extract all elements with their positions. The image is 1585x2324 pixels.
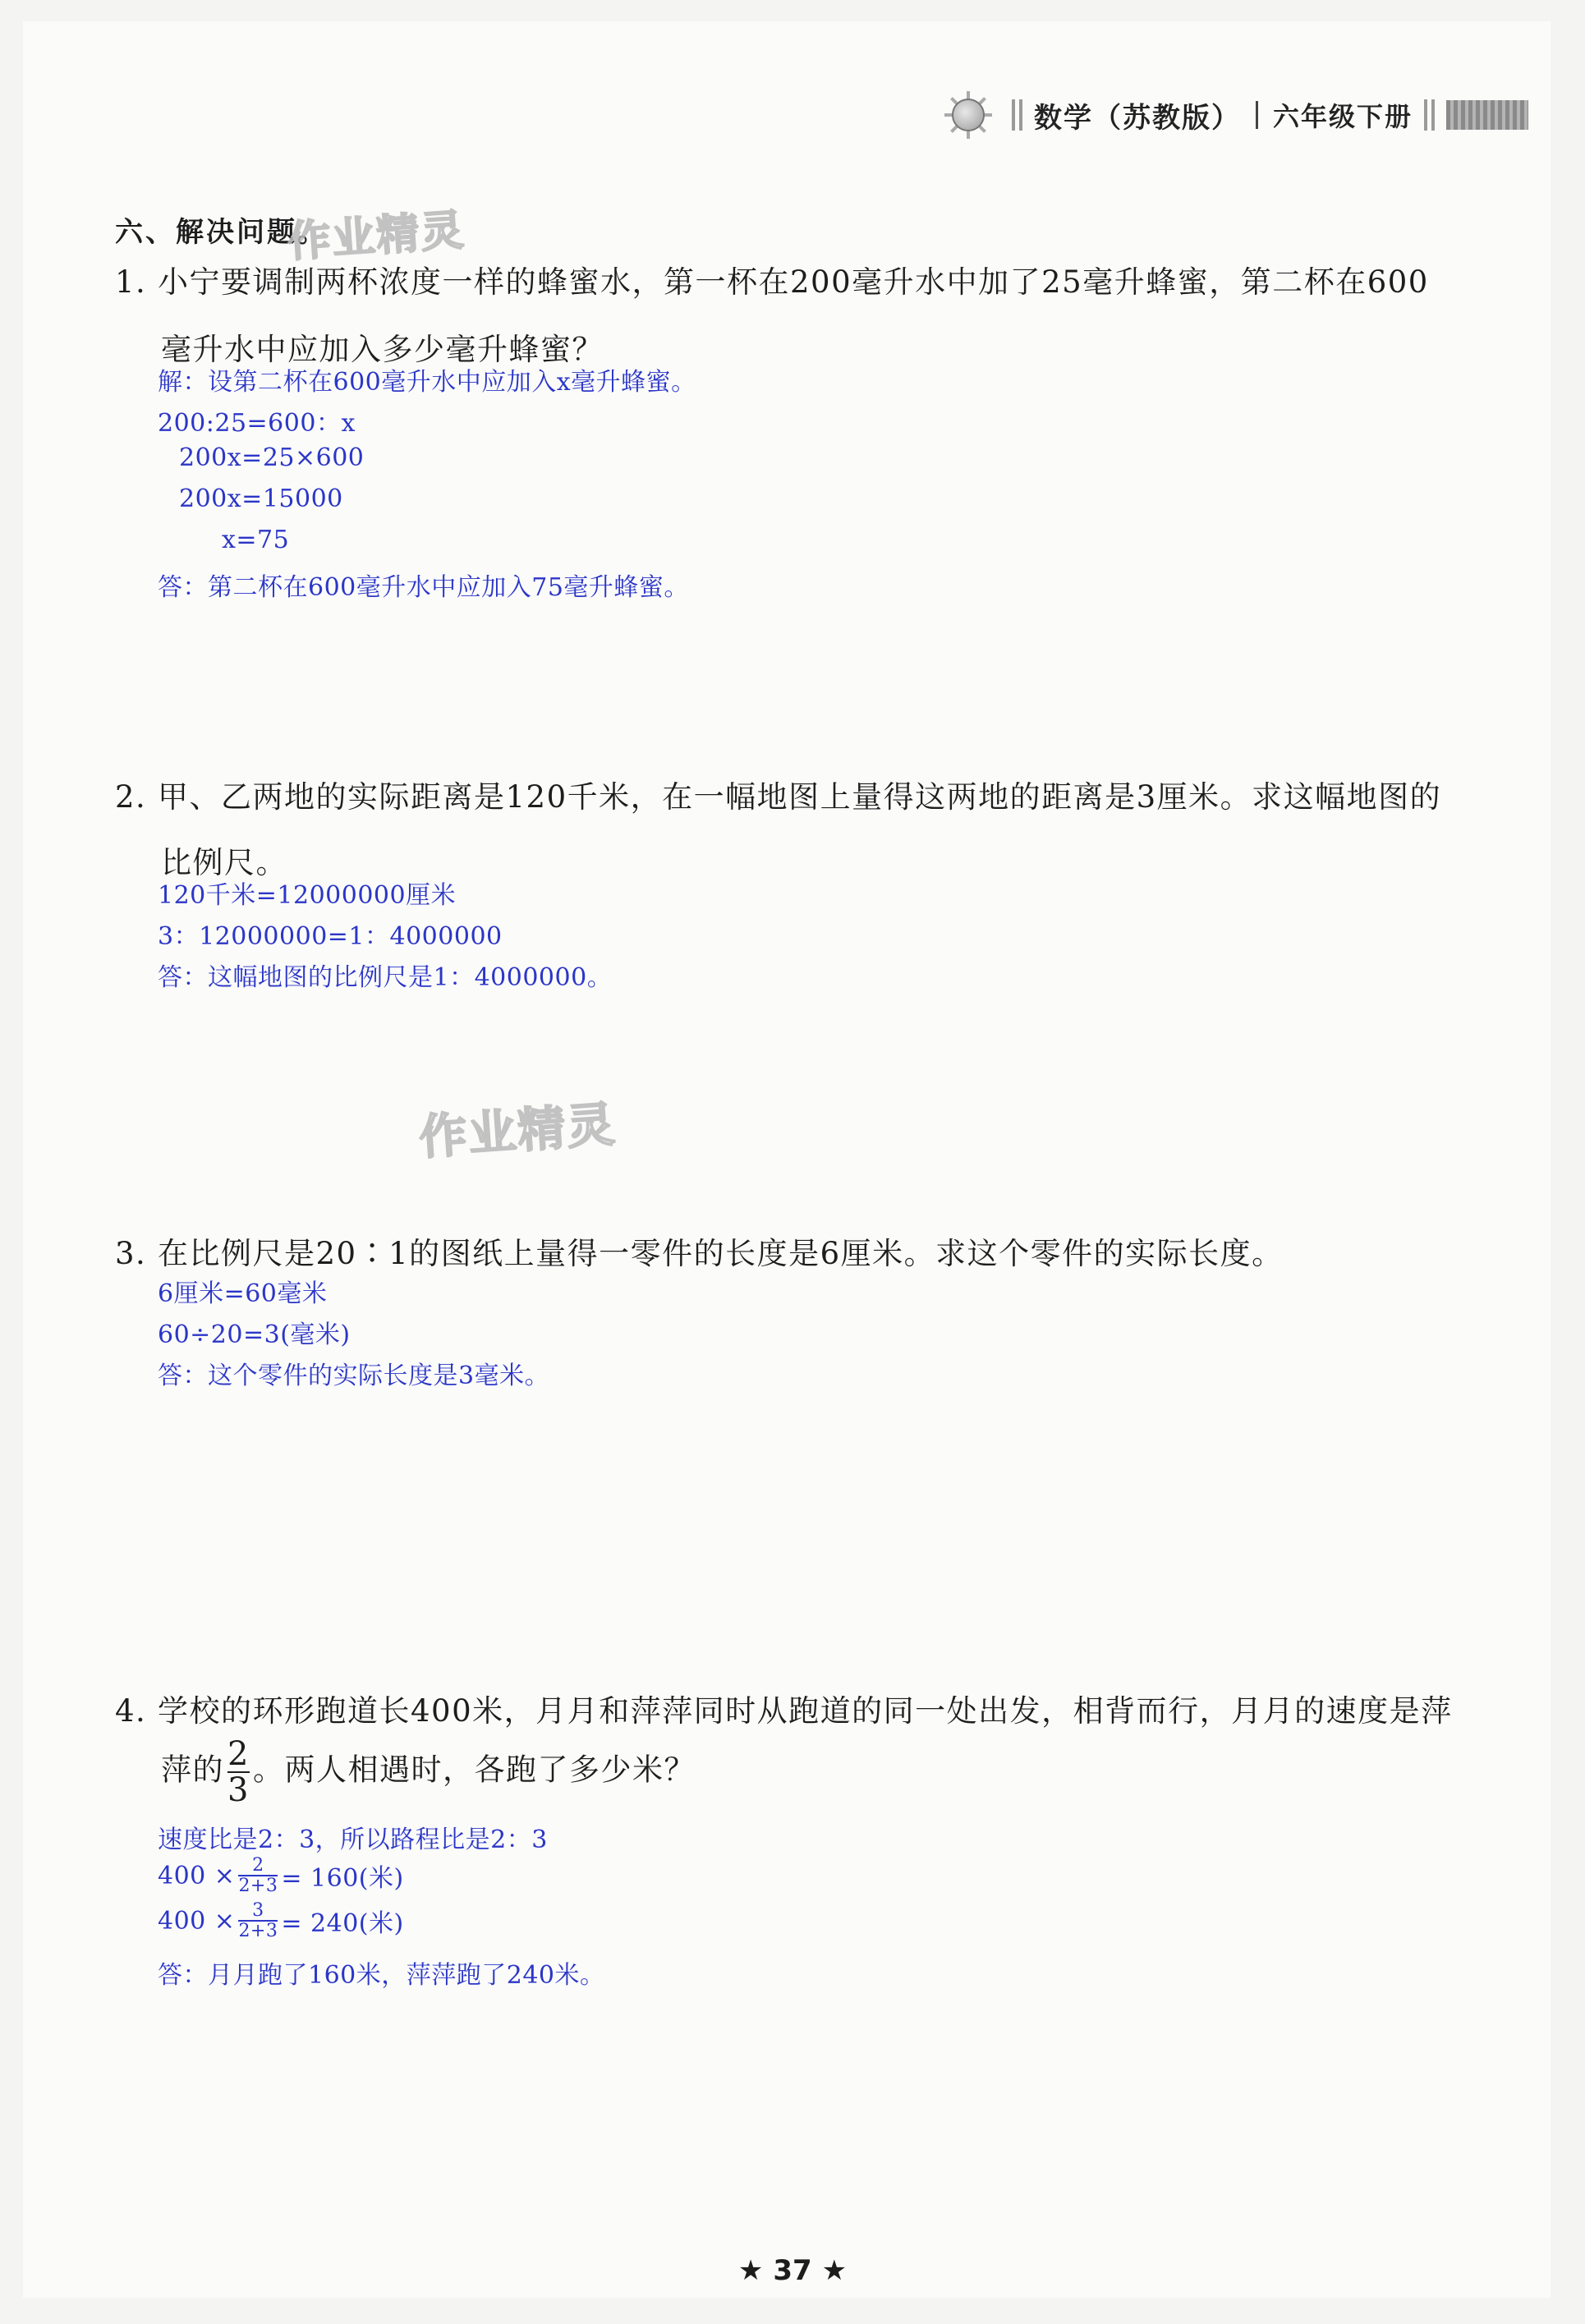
fraction-numerator: 3 xyxy=(252,1900,264,1921)
question-4-continued xyxy=(161,1737,696,1807)
question-text: 学校的环形跑道长400米，月月和萍萍同时从跑道的同一处出发，相背而行，月月的速度是萍 xyxy=(158,1693,1453,1729)
answer-line: 解：设第二杯在600毫升水中应加入x毫升蜂蜜。 xyxy=(158,368,696,397)
answer-line: 200x=15000 xyxy=(179,485,343,513)
answer-line: 速度比是2：3，所以路程比是2：3 xyxy=(158,1826,548,1854)
answer-line: 3：12000000=1：4000000 xyxy=(158,922,503,951)
question-2-continued: 比例尺。 xyxy=(161,845,287,880)
question-text: 。两人相遇时，各跑了多少米？ xyxy=(252,1752,696,1788)
question-text: 小宁要调制两杯浓度一样的蜂蜜水，第一杯在200毫升水中加了25毫升蜂蜜，第二杯在600 xyxy=(158,264,1429,300)
answer-line: 答：第二杯在600毫升水中应加入75毫升蜂蜜。 xyxy=(158,573,689,602)
page-number xyxy=(0,2254,1585,2287)
section-title: 六、解决问题。 xyxy=(115,216,328,249)
answer-line: 答：这幅地图的比例尺是1：4000000。 xyxy=(158,963,613,992)
answer-line: 200:25=600：x xyxy=(158,409,356,438)
question-number: 2. xyxy=(115,779,147,815)
question-text: 萍的 xyxy=(161,1752,224,1788)
question-1-continued: 毫升水中应加入多少毫升蜂蜜？ xyxy=(161,332,604,367)
question-3 xyxy=(115,1238,1284,1269)
answer-line: 答：月月跑了160米，萍萍跑了240米。 xyxy=(158,1961,605,1990)
question-text: 在比例尺是20∶1的图纸上量得一零件的长度是6厘米。求这个零件的实际长度。 xyxy=(158,1236,1284,1271)
fraction-denominator: 2+3 xyxy=(238,1876,278,1897)
answer-line: 60÷20=3(毫米) xyxy=(158,1320,351,1349)
header-divider-bars-right xyxy=(1424,99,1435,131)
question-number: 1. xyxy=(115,264,147,300)
question-1 xyxy=(115,264,1429,300)
page-number-value: 37 xyxy=(773,2254,812,2287)
star-icon: ★ xyxy=(821,2254,848,2287)
answer-line: 6厘米=60毫米 xyxy=(158,1279,328,1308)
sun-logo-icon xyxy=(944,91,992,139)
header-subject: 数学（苏教版） xyxy=(1034,101,1241,135)
question-2 xyxy=(115,779,1442,815)
answer-line: 200x=25×600 xyxy=(179,443,365,472)
equation-text: 400 × xyxy=(158,1861,236,1890)
question-number: 3. xyxy=(115,1236,147,1271)
fraction xyxy=(227,1737,250,1807)
page-header xyxy=(944,90,1528,140)
question-number: 4. xyxy=(115,1693,147,1729)
equation-text: = 240(米) xyxy=(281,1909,404,1939)
fraction xyxy=(238,1856,278,1895)
fraction-numerator: 2 xyxy=(252,1855,264,1876)
equation-text: 400 × xyxy=(158,1906,236,1936)
question-text: 甲、乙两地的实际距离是120千米，在一幅地图上量得这两地的距离是3厘米。求这幅地图的 xyxy=(158,779,1442,815)
answer-equation xyxy=(158,1901,404,1940)
answer-line: x=75 xyxy=(222,526,290,554)
fraction xyxy=(238,1901,278,1940)
header-divider-bars xyxy=(1012,99,1022,131)
watermark: 作业精灵 xyxy=(417,1095,618,1166)
watermark: 作业精灵 xyxy=(286,205,467,268)
equation-text: = 160(米) xyxy=(281,1864,404,1894)
fraction-denominator: 3 xyxy=(227,1771,250,1809)
fraction-denominator: 2+3 xyxy=(238,1921,278,1942)
question-4 xyxy=(115,1693,1453,1729)
header-separator xyxy=(1256,101,1258,129)
answer-equation xyxy=(158,1856,404,1895)
header-grade: 六年级下册 xyxy=(1273,101,1413,132)
fraction-numerator: 2 xyxy=(227,1735,250,1773)
header-tail-pattern xyxy=(1446,100,1528,130)
star-icon: ★ xyxy=(737,2254,764,2287)
answer-line: 答：这个零件的实际长度是3毫米。 xyxy=(158,1362,550,1390)
answer-line: 120千米=12000000厘米 xyxy=(158,881,457,910)
